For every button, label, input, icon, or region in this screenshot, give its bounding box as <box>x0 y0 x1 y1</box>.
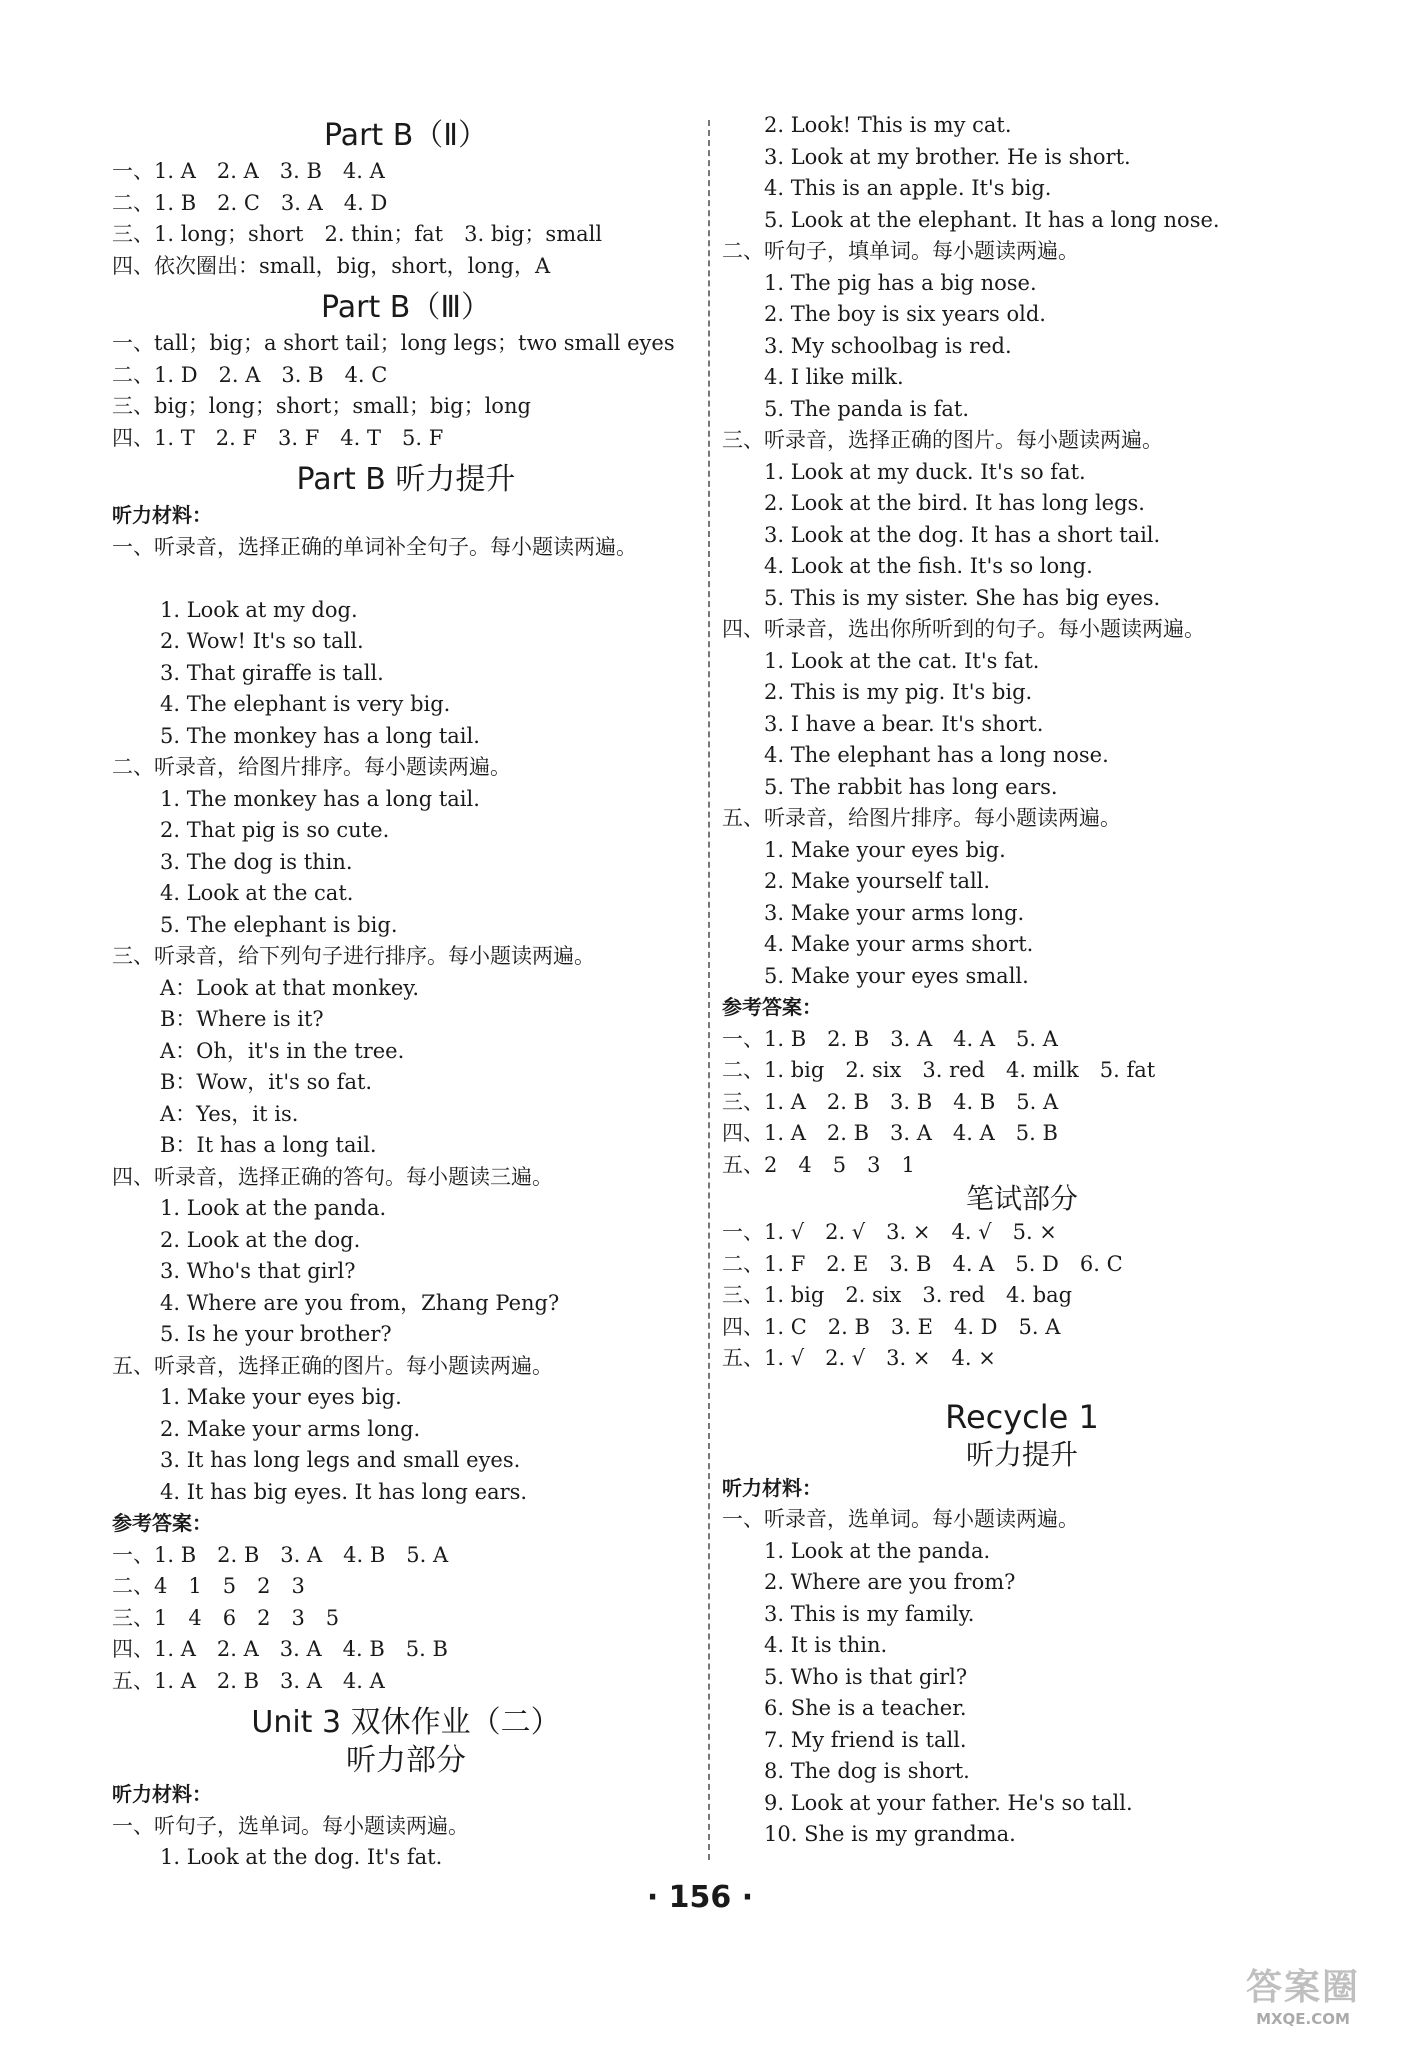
list-item: 2. Wow! It's so tall. <box>160 629 364 653</box>
answer-line: 一、1. √ 2. √ 3. × 4. √ 5. × <box>722 1220 1057 1244</box>
list-item: 5. The monkey has a long tail. <box>160 723 480 748</box>
list-item: 1. Look at my dog. <box>160 597 358 622</box>
list-item: 4. It is thin. <box>764 1633 888 1657</box>
list-item: 2. The boy is six years old. <box>764 302 1046 326</box>
list-item: A：Oh，it's in the tree. <box>160 1038 405 1063</box>
answers-label: 参考答案： <box>112 1511 212 1535</box>
answer-line: 一、1. B 2. B 3. A 4. B 5. A <box>112 1542 449 1567</box>
list-item: 5. Is he your brother? <box>160 1322 392 1346</box>
answer-line: 五、1. A 2. B 3. A 4. A <box>112 1668 385 1693</box>
list-item: 1. The pig has a big nose. <box>764 270 1037 295</box>
list-item: B：It has a long tail. <box>160 1133 377 1157</box>
answer-line: 四、依次圈出：small，big，short，long，A <box>112 253 551 278</box>
answer-line: 三、1. long；short 2. thin；fat 3. big；small <box>112 222 603 246</box>
question-heading: 五、听录音，给图片排序。每小题读两遍。 <box>722 806 1121 830</box>
question-heading: 二、听句子，填单词。每小题读两遍。 <box>722 239 1079 263</box>
list-item: 4. It has big eyes. It has long ears. <box>160 1479 528 1504</box>
answer-line: 四、1. A 2. A 3. A 4. B 5. B <box>112 1637 448 1661</box>
answers-label: 参考答案： <box>722 995 822 1019</box>
section-title: Unit 3 双休作业（二） <box>251 1705 561 1740</box>
list-item: B：Where is it? <box>160 1007 324 1031</box>
section-subtitle: 听力提升 <box>965 1437 1078 1471</box>
list-item: 4. The elephant is very big. <box>160 692 451 716</box>
list-item: 3. Who's that girl? <box>160 1259 356 1283</box>
answer-line: 四、1. C 2. B 3. E 4. D 5. A <box>722 1314 1061 1339</box>
list-item: 2. Look at the dog. <box>160 1227 361 1252</box>
list-item: 2. This is my pig. It's big. <box>764 680 1033 704</box>
answer-line: 二、1. F 2. E 3. B 4. A 5. D 6. C <box>722 1251 1123 1276</box>
question-heading: 一、听句子，选单词。每小题读两遍。 <box>112 1813 469 1838</box>
list-item: 5. The rabbit has long ears. <box>764 774 1058 799</box>
list-item: 1. Look at the panda. <box>764 1538 991 1563</box>
list-item: 5. Make your eyes small. <box>764 963 1029 988</box>
list-item: 4. This is an apple. It's big. <box>764 176 1052 200</box>
list-item: 7. My friend is tall. <box>764 1727 967 1752</box>
list-item: 3. That giraffe is tall. <box>160 660 384 685</box>
list-item: 3. It has long legs and small eyes. <box>160 1448 521 1472</box>
answer-line: 五、1. √ 2. √ 3. × 4. × <box>722 1346 996 1370</box>
list-item: 1. Look at my duck. It's so fat. <box>764 459 1086 484</box>
section-title: 笔试部分 <box>965 1182 1078 1215</box>
list-item: A：Look at that monkey. <box>160 975 420 1000</box>
list-item: 3. The dog is thin. <box>160 849 353 874</box>
list-item: 5. The panda is fat. <box>764 396 970 421</box>
answer-line: 三、1 4 6 2 3 5 <box>112 1605 340 1630</box>
list-item: 4. Look at the cat. <box>160 881 354 905</box>
section-title: Part B（Ⅱ） <box>323 118 489 153</box>
list-item: 2. That pig is so cute. <box>160 818 390 842</box>
answer-line: 一、1. B 2. B 3. A 4. A 5. A <box>722 1026 1058 1051</box>
list-item: 3. Look at my brother. He is short. <box>764 144 1131 169</box>
left-column <box>112 110 700 1874</box>
question-heading: 二、听录音，给图片排序。每小题读两遍。 <box>112 755 511 779</box>
answer-line: 三、1. A 2. B 3. B 4. B 5. A <box>722 1089 1059 1114</box>
list-item: B：Wow，it's so fat. <box>160 1070 373 1094</box>
section-subtitle: 听力部分 <box>346 1743 466 1778</box>
section-title: Recycle 1 <box>945 1397 1099 1436</box>
question-heading: 三、听录音，选择正确的图片。每小题读两遍。 <box>722 428 1163 452</box>
answer-line: 二、1. B 2. C 3. A 4. D <box>112 190 388 215</box>
list-item: 3. I have a bear. It's short. <box>764 711 1044 736</box>
list-item: A：Yes，it is. <box>160 1101 299 1126</box>
question-heading: 一、听录音，选择正确的单词补全句子。每小题读两遍。 <box>112 534 637 559</box>
list-item: 4. Make your arms short. <box>764 932 1034 956</box>
list-item: 1. Look at the dog. It's fat. <box>160 1845 443 1869</box>
column-divider <box>708 120 710 1860</box>
list-item: 2. Where are you from? <box>764 1570 1016 1594</box>
list-item: 9. Look at your father. He's so tall. <box>764 1790 1133 1815</box>
material-label: 听力材料： <box>112 1782 212 1806</box>
section-title: Part B 听力提升 <box>296 462 516 497</box>
list-item: 1. Make your eyes big. <box>160 1385 402 1409</box>
list-item: 3. My schoolbag is red. <box>764 333 1012 358</box>
list-item: 3. Look at the dog. It has a short tail. <box>764 522 1161 547</box>
watermark-url: MXQE.COM <box>1256 2010 1350 2028</box>
answer-line: 一、tall；big；a short tail；long legs；two small eyes <box>112 331 675 355</box>
list-item: 4. The elephant has a long nose. <box>764 743 1109 767</box>
list-item: 1. Make your eyes big. <box>764 837 1006 862</box>
list-item: 5. Who is that girl? <box>764 1664 968 1689</box>
list-item: 4. I like milk. <box>764 365 904 389</box>
watermark-logo: 答案圈 <box>1245 1967 1360 2008</box>
page-number: · 156 · <box>646 1880 754 1915</box>
list-item: 1. Look at the panda. <box>160 1196 387 1220</box>
list-item: 5. This is my sister. She has big eyes. <box>764 585 1161 610</box>
question-heading: 四、听录音，选择正确的答句。每小题读三遍。 <box>112 1164 553 1189</box>
list-item: 1. The monkey has a long tail. <box>160 786 480 811</box>
material-label: 听力材料： <box>112 503 212 527</box>
list-item: 5. The elephant is big. <box>160 912 398 937</box>
list-item: 3. Make your arms long. <box>764 900 1025 925</box>
list-item: 3. This is my family. <box>764 1601 975 1626</box>
question-heading: 三、听录音，给下列句子进行排序。每小题读两遍。 <box>112 944 595 968</box>
answer-line: 四、1. A 2. B 3. A 4. A 5. B <box>722 1121 1058 1145</box>
list-item: 1. Look at the cat. It's fat. <box>764 648 1040 673</box>
list-item: 2. Make your arms long. <box>160 1416 421 1441</box>
material-label: 听力材料： <box>722 1475 822 1500</box>
list-item: 2. Make yourself tall. <box>764 869 991 893</box>
answer-line: 二、1. D 2. A 3. B 4. C <box>112 362 388 387</box>
answer-line: 二、4 1 5 2 3 <box>112 1574 305 1598</box>
answer-line: 一、1. A 2. A 3. B 4. A <box>112 159 385 183</box>
watermark <box>1228 1959 1378 2028</box>
list-item: 4. Where are you from，Zhang Peng? <box>160 1290 560 1315</box>
question-heading: 五、听录音，选择正确的图片。每小题读两遍。 <box>112 1353 553 1378</box>
question-heading: 一、听录音，选单词。每小题读两遍。 <box>722 1507 1079 1531</box>
question-heading: 四、听录音，选出你所听到的句子。每小题读两遍。 <box>722 617 1205 641</box>
list-item: 2. Look! This is my cat. <box>764 113 1012 137</box>
list-item: 5. Look at the elephant. It has a long nose. <box>764 207 1220 232</box>
answer-line: 三、big；long；short；small；big；long <box>112 394 531 418</box>
answer-line: 二、1. big 2. six 3. red 4. milk 5. fat <box>722 1058 1156 1082</box>
list-item: 6. She is a teacher. <box>764 1696 967 1720</box>
list-item: 10. She is my grandma. <box>764 1822 1016 1846</box>
list-item: 4. Look at the fish. It's so long. <box>764 554 1093 578</box>
answer-line: 三、1. big 2. six 3. red 4. bag <box>722 1283 1073 1307</box>
right-column <box>722 110 1322 1851</box>
list-item: 8. The dog is short. <box>764 1759 970 1783</box>
list-item: 2. Look at the bird. It has long legs. <box>764 491 1145 515</box>
section-title: Part B（Ⅲ） <box>320 290 492 325</box>
answer-line: 五、2 4 5 3 1 <box>722 1152 915 1177</box>
answer-line: 四、1. T 2. F 3. F 4. T 5. F <box>112 425 444 450</box>
